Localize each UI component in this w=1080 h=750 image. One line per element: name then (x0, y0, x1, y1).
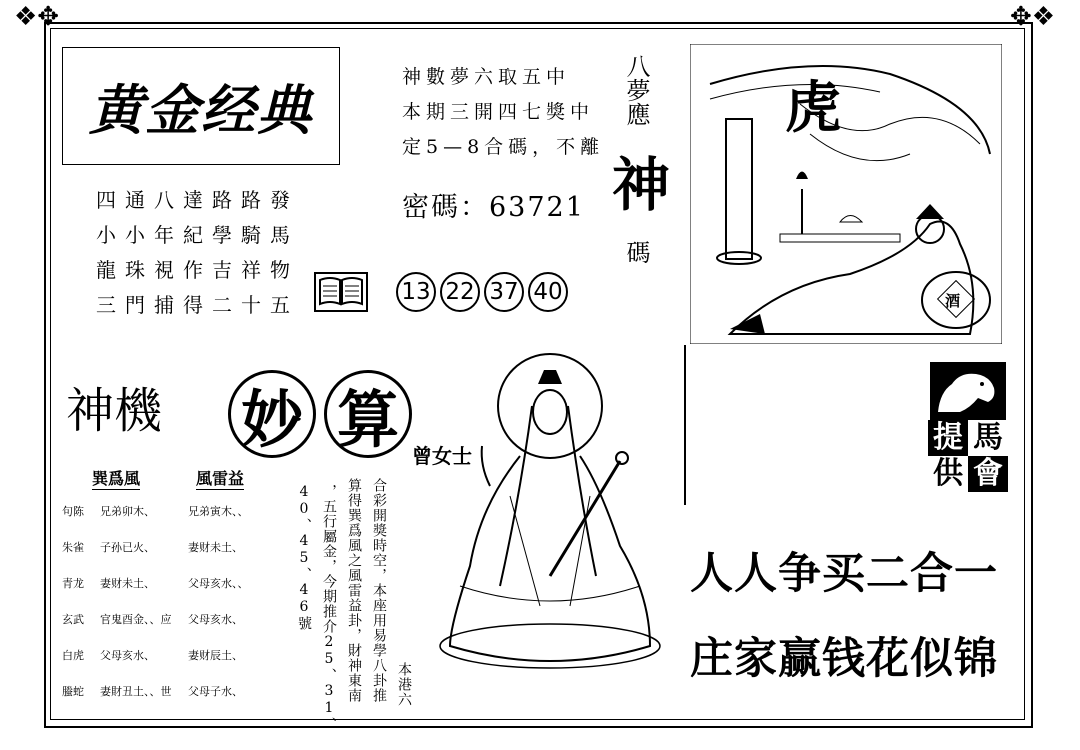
dream-big-char: 神 (602, 154, 670, 212)
dream-prefix: 八夢應 (622, 54, 650, 126)
table-cell: 父母亥水、 (100, 649, 155, 662)
table-cell: 兄弟寅木、、 (188, 505, 249, 518)
table-cell: 螣蛇 (62, 685, 84, 698)
zodiac-tiger: 虎 (785, 75, 841, 141)
table-cell: 兄弟卯木、 (100, 505, 155, 518)
label-char: 提 (928, 420, 968, 456)
gua-header: 風雷益 (196, 466, 244, 490)
table-cell: 妻财未土、 (100, 577, 155, 590)
table-cell: 青龙 (62, 577, 84, 590)
corner-ornament-icon: ✥❖ (1010, 2, 1056, 32)
slogan: 庄家赢钱花似锦 (690, 634, 998, 684)
riddle-line: 本期三開四七獎中 (402, 101, 595, 123)
circled-char: 算 (324, 370, 412, 458)
corner-ornament-icon: ❖✥ (14, 2, 60, 32)
table-cell: 父母子水、 (188, 685, 243, 698)
lucky-number: 40 (528, 272, 568, 312)
dream-heading (602, 54, 670, 264)
lucky-number: 22 (440, 272, 480, 312)
dream-suffix: 碼 (622, 240, 650, 264)
riddle-line: 神數夢六取五中 (402, 66, 571, 88)
table-cell: 朱雀 (62, 541, 84, 554)
riddle-text (402, 60, 604, 165)
riddle-line: 定5—8合碼，不離 (402, 136, 605, 158)
poem-line: 三門捕得二十五 (96, 293, 299, 317)
verse-column: ，五行屬金，今期推介25、31、 (321, 484, 337, 732)
slogan: 人人争买二合一 (690, 549, 998, 599)
table-cell: 妻财未土、 (188, 541, 243, 554)
verse-column: 算得巽爲風之風雷益卦，財神東南 (346, 478, 362, 703)
gua-header: 巽爲風 (92, 466, 140, 490)
table-cell: 父母亥水、 (188, 613, 243, 626)
table-cell: 玄武 (62, 613, 84, 626)
poem-line: 龍珠視作吉祥物 (96, 258, 299, 282)
author: 曾女士 (412, 444, 472, 468)
table-cell: 妻财辰土、 (188, 649, 243, 662)
divider (684, 345, 686, 505)
poem-line: 四通八達路路發 (96, 188, 299, 212)
table-cell: 妻財丑土、、世 (100, 685, 172, 698)
horse-meeting-label (928, 420, 1008, 492)
shenji-heading: 神機 (66, 383, 163, 439)
label-char: 馬 (973, 420, 1003, 455)
wine-label: 酒 (945, 292, 961, 310)
lucky-number: 13 (396, 272, 436, 312)
label-char: 供 (933, 456, 963, 491)
circled-char: 妙 (228, 370, 316, 458)
secret-code: 密碼：63721 (402, 192, 585, 223)
page-title: 黄金经典 (89, 77, 313, 142)
guanyin-illustration (420, 346, 670, 676)
table-cell: 句陈 (62, 505, 84, 518)
table-cell: 官鬼酉金、、应 (100, 613, 172, 626)
poem-line: 小小年紀學騎馬 (96, 223, 299, 247)
lucky-numbers (396, 272, 568, 312)
table-cell: 父母亥水、、 (188, 577, 249, 590)
horse-icon (930, 362, 1006, 420)
label-char: 會 (968, 456, 1008, 492)
book-icon (314, 272, 368, 312)
lucky-number: 37 (484, 272, 524, 312)
verse-column: 本港六 (396, 662, 412, 707)
miaosuan-heading (228, 370, 412, 458)
table-cell: 子孙已火、 (100, 541, 155, 554)
table-cell: 白虎 (62, 649, 84, 662)
verse-column: 40、45、46號 (296, 484, 312, 631)
poem (96, 183, 299, 323)
title-box (62, 47, 340, 165)
verse-column: 合彩開獎時空，本座用易學八卦推 (371, 478, 387, 703)
